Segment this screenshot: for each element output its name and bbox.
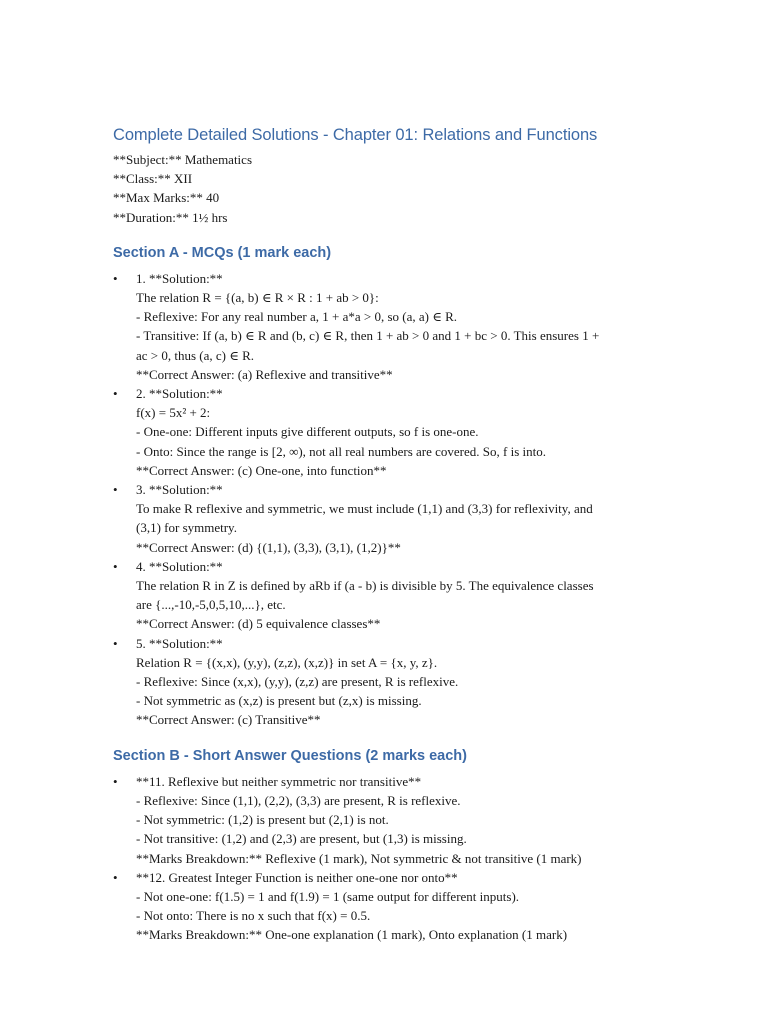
bullet-icon: • (113, 635, 118, 651)
solution-list (113, 269, 668, 730)
section-a (113, 242, 668, 730)
item-line: - Onto: Since the range is [2, ∞), not all real numbers are covered. So, f is into. (136, 443, 546, 459)
list-item (113, 634, 668, 730)
bullet-icon: • (113, 558, 118, 574)
item-line: - Not symmetric as (x,z) is present but (z,x) is missing. (136, 693, 422, 709)
item-line: **Correct Answer: (d) {(1,1), (3,3), (3,1), (1,2)}** (136, 539, 401, 555)
bullet-icon: • (113, 270, 118, 286)
meta-class: **Class:** XII (113, 171, 193, 187)
item-line: **Correct Answer: (c) One-one, into function** (136, 462, 387, 478)
item-line: 4. **Solution:** (136, 558, 223, 574)
list-item (113, 384, 668, 480)
item-line: are {...,-10,-5,0,5,10,...}, etc. (136, 597, 286, 613)
item-line: The relation R in Z is defined by aRb if (a - b) is divisible by 5. The equivalence classes (136, 578, 594, 594)
item-line: The relation R = {(a, b) ∈ R × R : 1 + ab > 0}: (136, 290, 379, 306)
bullet-icon: • (113, 386, 118, 402)
list-item (113, 772, 668, 868)
list-item (113, 480, 668, 557)
bullet-icon: • (113, 773, 118, 789)
document-title: Complete Detailed Solutions - Chapter 01: Relations and Functions (113, 126, 598, 144)
item-line: **Correct Answer: (a) Reflexive and transitive** (136, 366, 393, 382)
item-line: - Transitive: If (a, b) ∈ R and (b, c) ∈ R, then 1 + ab > 0 and 1 + bc > 0. This ensures 1 + (136, 328, 600, 344)
item-line: Relation R = {(x,x), (y,y), (z,z), (x,z)} in set A = {x, y, z}. (136, 654, 438, 670)
section-heading: Section B - Short Answer Questions (2 marks each) (113, 747, 467, 764)
item-line: - One-one: Different inputs give different outputs, so f is one-one. (136, 424, 479, 440)
item-line: **Correct Answer: (c) Transitive** (136, 712, 321, 728)
item-line: **11. Reflexive but neither symmetric nor transitive** (136, 773, 422, 789)
section-heading: Section A - MCQs (1 mark each) (113, 244, 332, 261)
item-line: 1. **Solution:** (136, 270, 223, 286)
item-line: ac > 0, thus (a, c) ∈ R. (136, 347, 255, 363)
list-item (113, 269, 668, 384)
item-line: - Reflexive: Since (x,x), (y,y), (z,z) are present, R is reflexive. (136, 674, 459, 690)
bullet-icon: • (113, 482, 118, 498)
item-line: **Marks Breakdown:** Reflexive (1 mark), Not symmetric & not transitive (1 mark) (136, 850, 582, 866)
item-line: (3,1) for symmetry. (136, 520, 237, 536)
sections-container (113, 242, 668, 945)
solution-list (113, 772, 668, 945)
item-line: - Reflexive: For any real number a, 1 + a*a > 0, so (a, a) ∈ R. (136, 309, 458, 325)
document-meta (113, 150, 668, 227)
item-line: f(x) = 5x² + 2: (136, 405, 211, 421)
item-line: **Correct Answer: (d) 5 equivalence classes** (136, 616, 381, 632)
list-item (113, 557, 668, 634)
meta-max-marks: **Max Marks:** 40 (113, 190, 220, 206)
item-line: - Not onto: There is no x such that f(x) = 0.5. (136, 908, 371, 924)
item-line: - Not symmetric: (1,2) is present but (2,1) is not. (136, 812, 389, 828)
item-line: 5. **Solution:** (136, 635, 223, 651)
meta-duration: **Duration:** 1½ hrs (113, 209, 228, 225)
item-line: - Not transitive: (1,2) and (2,3) are present, but (1,3) is missing. (136, 831, 467, 847)
item-line: To make R reflexive and symmetric, we must include (1,1) and (3,3) for reflexivity, and (136, 501, 593, 517)
list-item (113, 868, 668, 945)
item-line: **12. Greatest Integer Function is neither one-one nor onto** (136, 869, 458, 885)
item-line: **Marks Breakdown:** One-one explanation (1 mark), Onto explanation (1 mark) (136, 927, 568, 943)
item-line: - Not one-one: f(1.5) = 1 and f(1.9) = 1 (same output for different inputs). (136, 888, 520, 904)
item-line: 2. **Solution:** (136, 386, 223, 402)
meta-subject: **Subject:** Mathematics (113, 152, 253, 167)
item-line: - Reflexive: Since (1,1), (2,2), (3,3) are present, R is reflexive. (136, 792, 461, 808)
item-line: 3. **Solution:** (136, 482, 223, 498)
bullet-icon: • (113, 869, 118, 885)
section-b (113, 745, 668, 945)
